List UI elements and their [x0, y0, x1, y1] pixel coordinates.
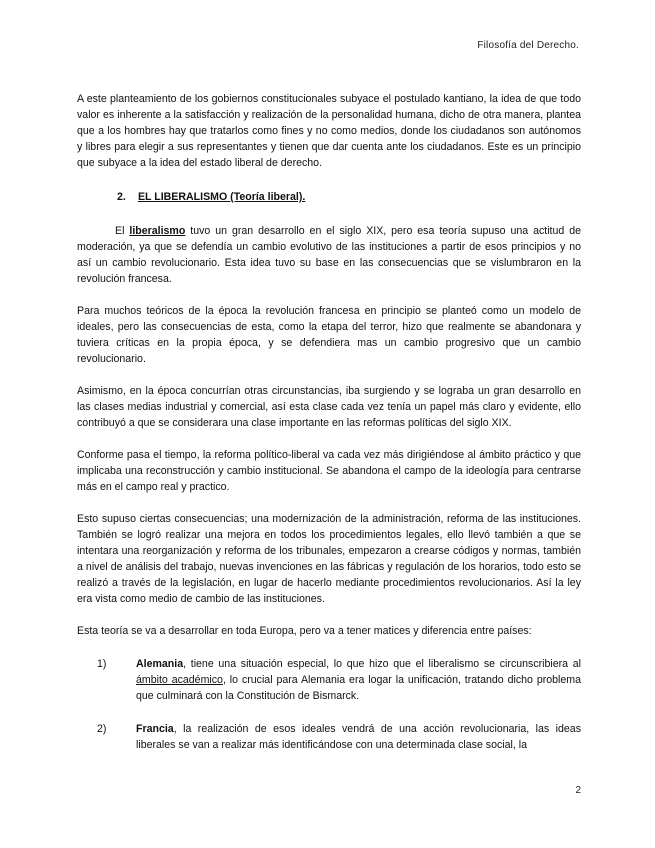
running-header: Filosofía del Derecho. [477, 40, 579, 51]
list-item-francia [97, 721, 581, 753]
paragraph-revolucion: Para muchos teóricos de la época la revolución francesa en principio se planteó como un modelo de ideales, pero las consecuencias de esta, como la etapa del terror, hizo que realmente se abandonara y tuviera críticas en la propia época, y se defendiera mas un cambio progresivo que un cambio revolucionario. [77, 305, 581, 365]
country-text: , la realización de esos ideales vendrá de una acción revolucionaria, las ideas liberales se van a realizar más identificándose con una determinada clase social, la [136, 723, 581, 751]
paragraph-clases-medias: Asimismo, en la época concurrían otras circunstancias, iba surgiendo y se lograba un gran desarrollo en las clases medias industrial y comercial, así esta clase cada vez tenía un papel más claro y evidente, ello contribuyó a que se considerara una clase importante en las reformas políticas del siglo XIX. [77, 385, 581, 429]
keyword-liberalismo: liberalismo [129, 225, 186, 237]
paragraph-reforma: Conforme pasa el tiempo, la reforma político-liberal va cada vez más dirigiéndose al ámbito práctico y que implicaba una reconstrucción y cambio institucional. Se abandona el campo de la ideología para centrarse más en el campo real y practico. [77, 449, 581, 493]
country-name: Alemania [136, 658, 184, 670]
country-text-end: , lo crucial para Alemania era logar la unificación, tratando dicho problema que culminará con la Constitución de Bismarck. [136, 674, 581, 702]
country-list [77, 656, 581, 753]
list-marker: 1) [97, 658, 107, 670]
document-body [77, 91, 581, 753]
section-title: EL LIBERALISMO (Teoría liberal). [137, 191, 306, 203]
country-name: Francia [136, 723, 174, 735]
para1-pre: El [115, 225, 130, 237]
list-item-alemania [97, 656, 581, 704]
section-heading [77, 189, 581, 205]
country-text: , tiene una situación especial, lo que hizo que el liberalismo se circunscribiera al [183, 658, 581, 670]
list-marker: 2) [97, 723, 107, 735]
intro-paragraph: A este planteamiento de los gobiernos constitucionales subyace el postulado kantiano, la idea de que todo valor es inherente a la satisfacción y realización de la personalidad humana, dicho de otra manera, plantea que a los hombres hay que tratarlos como fines y no como medios, donde los ciudadanos son autónomos y libres para elegir a sus representantes y tienen que dar cuenta ante los ciudadanos. Este es un principio que subyace a la idea del estado liberal de derecho. [77, 93, 581, 169]
section-number: 2. [117, 191, 126, 203]
paragraph-europa: Esta teoría se va a desarrollar en toda Europa, pero va a tener matices y diferencia entre países: [77, 625, 532, 637]
para1-post: tuvo un gran desarrollo en el siglo XIX, pero esa teoría supuso una actitud de moderación, ya que se defendía un cambio evolutivo de las instituciones a partir de esos principios y no así un cambio revolucionario. Esta idea tuvo su base en las consecuencias que se vislumbraron en la revolución francesa. [77, 225, 582, 285]
page-number: 2 [575, 785, 581, 796]
paragraph-liberalismo [77, 223, 581, 287]
emphasis-ambito-academico: ámbito académico [136, 674, 223, 686]
paragraph-consecuencias: Esto supuso ciertas consecuencias; una modernización de la administración, reforma de las instituciones. También se logró realizar una mejora en todos los procedimientos legales, ello llevó también a que se intentara una reorganización y reforma de los tribunales, empezaron a crearse códigos y normas, también a nivel de análisis del trabajo, nuevas invenciones en las fábricas y regulación de los horarios, todo esto se realizó a través de la legislación, en lugar de hacerlo mediante procedimientos revolucionarios. Así la ley era vista como medio de cambio de las instituciones. [77, 513, 581, 605]
